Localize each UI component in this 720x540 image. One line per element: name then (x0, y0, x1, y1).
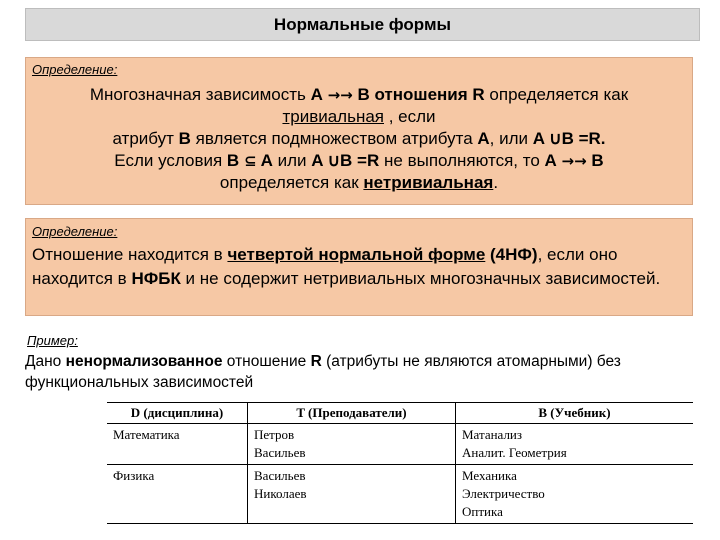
multivalued-arrow-icon: →→ (327, 86, 353, 104)
example-label: Пример: (27, 333, 78, 348)
text-fragment: A (544, 151, 557, 170)
definition-label: Определение: (32, 224, 118, 239)
table-cell (248, 424, 456, 465)
cell-value: Васильев (254, 445, 306, 460)
table-cell (107, 424, 248, 465)
text-fragment: B (586, 151, 604, 170)
text-fragment: (атрибуты не являются атомарными) без функциональных зависимостей (25, 353, 621, 391)
text-fragment: A ∪B =R. (532, 129, 606, 148)
table-cell (456, 465, 694, 524)
definition-text-4nf (32, 243, 684, 291)
table-row (107, 465, 693, 524)
text-fragment: , или (489, 129, 533, 148)
text-fragment: Многозначная зависимость (89, 85, 311, 104)
text-fragment: Отношение находится в (32, 245, 228, 264)
text-fragment: определяется как (219, 173, 364, 192)
text-fragment: не выполняются, то (379, 151, 545, 170)
column-header: D (дисциплина) (107, 403, 248, 424)
column-header: B (Учебник) (456, 403, 694, 424)
table-cell (456, 424, 694, 465)
page-title (25, 8, 700, 41)
text-fragment: A ∪B =R (311, 151, 380, 170)
cell-value: Матанализ (462, 427, 523, 442)
definition-text-trivial (26, 84, 692, 194)
cell-value: Николаев (254, 486, 307, 501)
cell-value: Аналит. Геометрия (462, 445, 567, 460)
term-nontrivial: нетривиальная (363, 173, 494, 192)
text-fragment: атрибут (112, 129, 179, 148)
definition-label: Определение: (32, 62, 118, 77)
text-fragment: отношение (222, 353, 311, 370)
text-fragment: B (226, 151, 240, 170)
text-fragment: Если условия (114, 151, 227, 170)
term-4nf: четвертой нормальной форме (227, 245, 486, 264)
definition-box-trivial (25, 57, 693, 205)
subset-icon: ⊆ (243, 152, 257, 170)
term-trivial: тривиальная (282, 107, 384, 126)
cell-value: Физика (113, 468, 155, 483)
text-fragment: определяется как (484, 85, 629, 104)
table-cell (107, 465, 248, 524)
text-fragment: B отношения (352, 85, 473, 104)
text-fragment: R (310, 353, 322, 370)
table-cell (248, 465, 456, 524)
column-header: T (Преподаватели) (248, 403, 456, 424)
text-fragment: или (272, 151, 312, 170)
text-fragment: , если (384, 107, 436, 126)
cell-value: Оптика (462, 504, 503, 519)
text-fragment: A (256, 151, 273, 170)
definition-box-4nf (25, 218, 693, 316)
cell-value: Математика (113, 427, 180, 442)
text-fragment: и не содержит нетривиальных многозначных зависимостей. (180, 269, 661, 288)
title-text: Нормальные формы (273, 14, 452, 34)
text-fragment: , если оно находится в (32, 245, 618, 288)
cell-value: Васильев (254, 468, 306, 483)
example-text (25, 351, 705, 393)
relation-table (107, 402, 693, 524)
text-fragment: A (477, 129, 490, 148)
cell-value: Механика (462, 468, 517, 483)
text-fragment: R (472, 85, 485, 104)
text-fragment: (4НФ) (485, 245, 538, 264)
multivalued-arrow-icon: →→ (561, 152, 587, 170)
text-fragment: . (493, 173, 499, 192)
text-fragment: является подмножеством атрибута (190, 129, 478, 148)
text-fragment: B (178, 129, 191, 148)
text-fragment: НФБК (131, 269, 181, 288)
text-fragment: A (310, 85, 323, 104)
text-fragment: Дано (25, 353, 66, 370)
table-row (107, 424, 693, 465)
cell-value: Электричество (462, 486, 545, 501)
text-fragment: ненормализованное (65, 353, 223, 370)
cell-value: Петров (254, 427, 295, 442)
table-header-row (107, 403, 693, 424)
